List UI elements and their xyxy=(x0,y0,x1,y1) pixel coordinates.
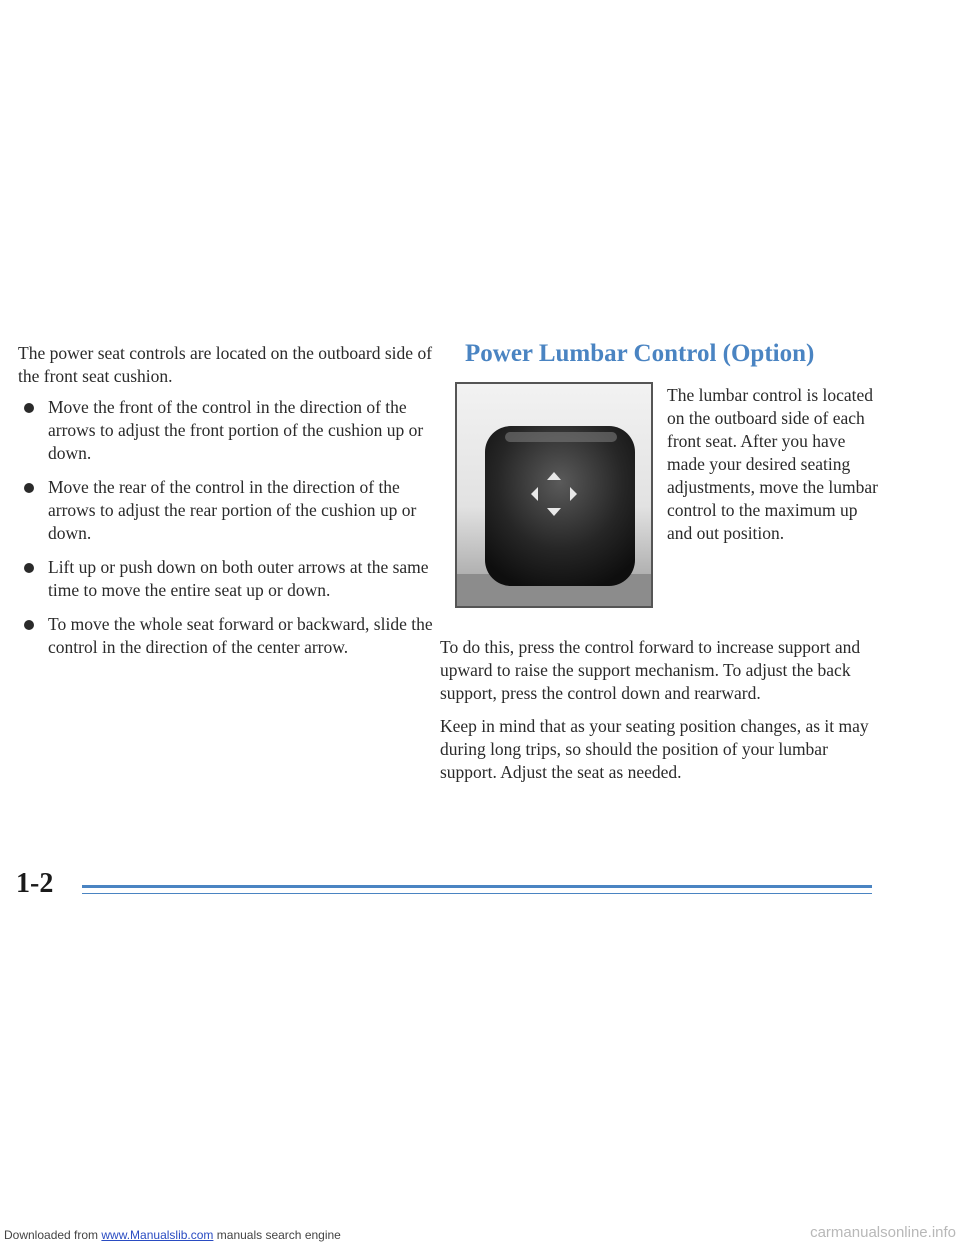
lumbar-intro-paragraph: The lumbar control is located on the outboard side of each front seat. After you have made your desired seating adjustments, move the lumbar control to the maximum up and out position. xyxy=(667,385,878,543)
section-heading: Power Lumbar Control (Option) xyxy=(465,340,815,367)
manualslib-link[interactable]: www.Manualslib.com xyxy=(101,1228,214,1242)
bullet-text: Lift up or push down on both outer arrows at the same time to move the entire seat up or down. xyxy=(48,557,429,600)
bullet-text: To move the whole seat forward or backward, slide the control in the direction of the center arrow. xyxy=(48,614,433,657)
page-number: 1-2 xyxy=(16,868,54,899)
footer-rule-thin xyxy=(82,893,872,894)
lumbar-paragraph-1: To do this, press the control forward to increase support and upward to raise the support mechanism. To adjust the back support, press the control down and rearward. xyxy=(440,637,861,703)
control-knob xyxy=(485,426,635,586)
list-item xyxy=(18,613,438,659)
lumbar-side-text xyxy=(667,384,887,545)
bullet-icon xyxy=(24,620,34,630)
bullet-text: Move the rear of the control in the direction of the arrows to adjust the rear portion of the cushion up or down. xyxy=(48,477,417,543)
bullet-icon xyxy=(24,483,34,493)
download-footer xyxy=(4,1228,341,1242)
lumbar-paragraph-2: Keep in mind that as your seating position changes, as it may during long trips, so should the position of your lumbar support. Adjust the seat as needed. xyxy=(440,716,869,782)
list-item xyxy=(18,476,438,545)
bullet-icon xyxy=(24,403,34,413)
bullet-text: Move the front of the control in the direction of the arrows to adjust the front portion of the cushion up or down. xyxy=(48,397,424,463)
list-item xyxy=(18,396,438,465)
lumbar-body xyxy=(440,636,880,794)
lumbar-control-photo xyxy=(455,382,653,608)
left-column xyxy=(18,342,438,670)
bullet-list xyxy=(18,396,438,659)
footer-suffix: manuals search engine xyxy=(213,1228,341,1242)
footer-prefix: Downloaded from xyxy=(4,1228,102,1242)
intro-paragraph: The power seat controls are located on the outboard side of the front seat cushion. xyxy=(18,343,433,386)
footer-rule xyxy=(82,885,872,888)
lumbar-control-illustration xyxy=(457,384,651,606)
bullet-icon xyxy=(24,563,34,573)
list-item xyxy=(18,556,438,602)
watermark: carmanualsonline.info xyxy=(810,1224,956,1241)
